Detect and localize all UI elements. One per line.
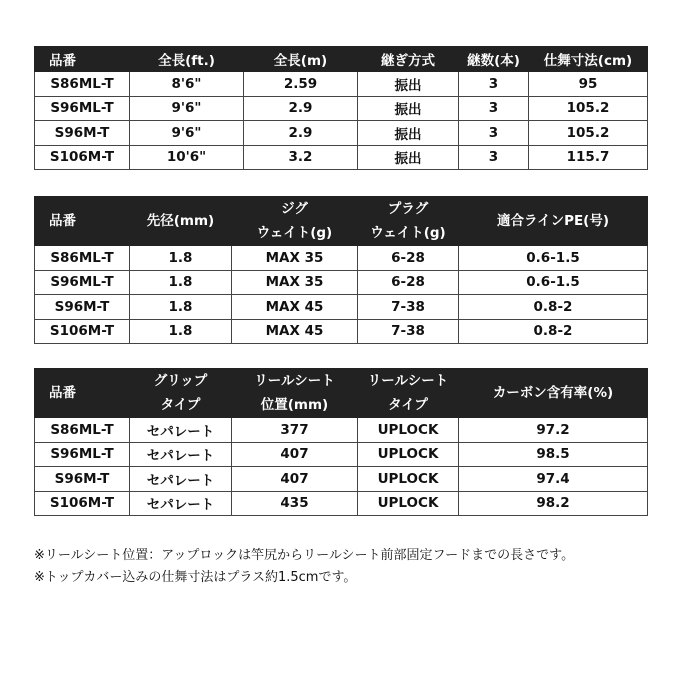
footnote-top-cover: ※トップカバー込みの仕舞寸法はプラス約1.5cmです。 (34, 570, 357, 585)
cell-model: S96M-T (35, 467, 130, 492)
footnote-reel-seat: ※リールシート位置：アップロックは竿尻からリールシート前部固定フードまでの長さです。 (34, 548, 575, 563)
header-line-pe: 適合ラインPE(号) (459, 197, 648, 246)
cell-grip-type: セパレート (130, 418, 232, 443)
cell-plug-weight: 6-28 (358, 270, 459, 295)
header-closed-length: 仕舞寸法(cm) (529, 47, 648, 72)
header-grip-type-line1: グリップ (153, 373, 208, 389)
cell-line-pe: 0.6-1.5 (459, 246, 648, 271)
cell-grip-type: セパレート (130, 491, 232, 516)
cell-model: S106M-T (35, 319, 130, 344)
cell-line-pe: 0.6-1.5 (459, 270, 648, 295)
header-reel-seat-position-line2: 位置(mm) (260, 397, 329, 413)
cell-reel-seat-type: UPLOCK (358, 491, 459, 516)
cell-tip-diameter: 1.8 (130, 295, 232, 320)
cell-model: S96ML-T (35, 442, 130, 467)
header-jig-weight (232, 197, 358, 246)
cell-model: S96ML-T (35, 96, 130, 121)
table-row (35, 270, 648, 295)
cell-plug-weight: 6-28 (358, 246, 459, 271)
table-row (35, 145, 648, 170)
header-model: 品番 (35, 369, 130, 418)
cell-jig-weight: MAX 45 (232, 295, 358, 320)
cell-tip-diameter: 1.8 (130, 246, 232, 271)
header-length-ft: 全長(ft.) (130, 47, 244, 72)
cell-length-m: 2.9 (244, 121, 358, 146)
table-row (35, 96, 648, 121)
cell-model: S96ML-T (35, 270, 130, 295)
cell-sections: 3 (459, 96, 529, 121)
header-grip-type (130, 369, 232, 418)
table-header-row (35, 47, 648, 72)
cell-model: S86ML-T (35, 72, 130, 97)
cell-grip-type: セパレート (130, 467, 232, 492)
header-reel-seat-position-line1: リールシート (254, 373, 335, 389)
cell-closed-length: 105.2 (529, 121, 648, 146)
cell-reel-seat-position: 407 (232, 467, 358, 492)
table-header-row (35, 369, 648, 418)
cell-carbon-content: 98.2 (459, 491, 648, 516)
cell-reel-seat-type: UPLOCK (358, 442, 459, 467)
header-joint-type: 継ぎ方式 (358, 47, 459, 72)
cell-sections: 3 (459, 145, 529, 170)
cell-joint-type: 振出 (358, 121, 459, 146)
cell-joint-type: 振出 (358, 145, 459, 170)
cell-length-m: 2.9 (244, 96, 358, 121)
cell-plug-weight: 7-38 (358, 295, 459, 320)
cell-reel-seat-position: 435 (232, 491, 358, 516)
cell-length-m: 2.59 (244, 72, 358, 97)
cell-joint-type: 振出 (358, 72, 459, 97)
cell-model: S106M-T (35, 491, 130, 516)
table-header-row (35, 197, 648, 246)
header-plug-weight-line1: プラグ (387, 201, 429, 217)
table-row (35, 491, 648, 516)
header-model: 品番 (35, 197, 130, 246)
header-plug-weight (358, 197, 459, 246)
cell-sections: 3 (459, 72, 529, 97)
table-row (35, 442, 648, 467)
cell-length-ft: 10'6" (130, 145, 244, 170)
header-reel-seat-type-line2: タイプ (388, 397, 428, 413)
header-jig-weight-line1: ジグ (281, 201, 308, 217)
cell-model: S96M-T (35, 295, 130, 320)
cell-model: S86ML-T (35, 418, 130, 443)
cell-model: S96M-T (35, 121, 130, 146)
spec-table-grip (34, 368, 648, 516)
cell-reel-seat-position: 377 (232, 418, 358, 443)
cell-length-m: 3.2 (244, 145, 358, 170)
cell-grip-type: セパレート (130, 442, 232, 467)
table-row (35, 246, 648, 271)
header-plug-weight-line2: ウェイト(g) (370, 225, 446, 241)
cell-carbon-content: 97.2 (459, 418, 648, 443)
table-row (35, 319, 648, 344)
table-row (35, 467, 648, 492)
cell-jig-weight: MAX 45 (232, 319, 358, 344)
table-row (35, 295, 648, 320)
cell-jig-weight: MAX 35 (232, 246, 358, 271)
cell-joint-type: 振出 (358, 96, 459, 121)
cell-reel-seat-type: UPLOCK (358, 418, 459, 443)
cell-reel-seat-position: 407 (232, 442, 358, 467)
cell-model: S106M-T (35, 145, 130, 170)
footnotes (34, 545, 574, 589)
cell-tip-diameter: 1.8 (130, 319, 232, 344)
header-tip-diameter: 先径(mm) (130, 197, 232, 246)
table-row (35, 418, 648, 443)
cell-tip-diameter: 1.8 (130, 270, 232, 295)
header-reel-seat-position (232, 369, 358, 418)
cell-closed-length: 95 (529, 72, 648, 97)
cell-sections: 3 (459, 121, 529, 146)
spec-table-weight (34, 196, 648, 344)
header-carbon-content: カーボン含有率(%) (459, 369, 648, 418)
cell-line-pe: 0.8-2 (459, 295, 648, 320)
header-sections: 継数(本) (459, 47, 529, 72)
cell-closed-length: 105.2 (529, 96, 648, 121)
header-jig-weight-line2: ウェイト(g) (256, 225, 333, 241)
spec-table-length (34, 46, 648, 170)
cell-length-ft: 9'6" (130, 96, 244, 121)
header-model: 品番 (35, 47, 130, 72)
cell-plug-weight: 7-38 (358, 319, 459, 344)
cell-length-ft: 9'6" (130, 121, 244, 146)
cell-carbon-content: 97.4 (459, 467, 648, 492)
cell-closed-length: 115.7 (529, 145, 648, 170)
header-length-m: 全長(m) (244, 47, 358, 72)
table-row (35, 121, 648, 146)
cell-jig-weight: MAX 35 (232, 270, 358, 295)
header-reel-seat-type-line1: リールシート (367, 373, 449, 389)
cell-reel-seat-type: UPLOCK (358, 467, 459, 492)
cell-line-pe: 0.8-2 (459, 319, 648, 344)
header-grip-type-line2: タイプ (160, 397, 201, 413)
cell-carbon-content: 98.5 (459, 442, 648, 467)
cell-length-ft: 8'6" (130, 72, 244, 97)
header-reel-seat-type (358, 369, 459, 418)
cell-model: S86ML-T (35, 246, 130, 271)
table-row (35, 72, 648, 97)
